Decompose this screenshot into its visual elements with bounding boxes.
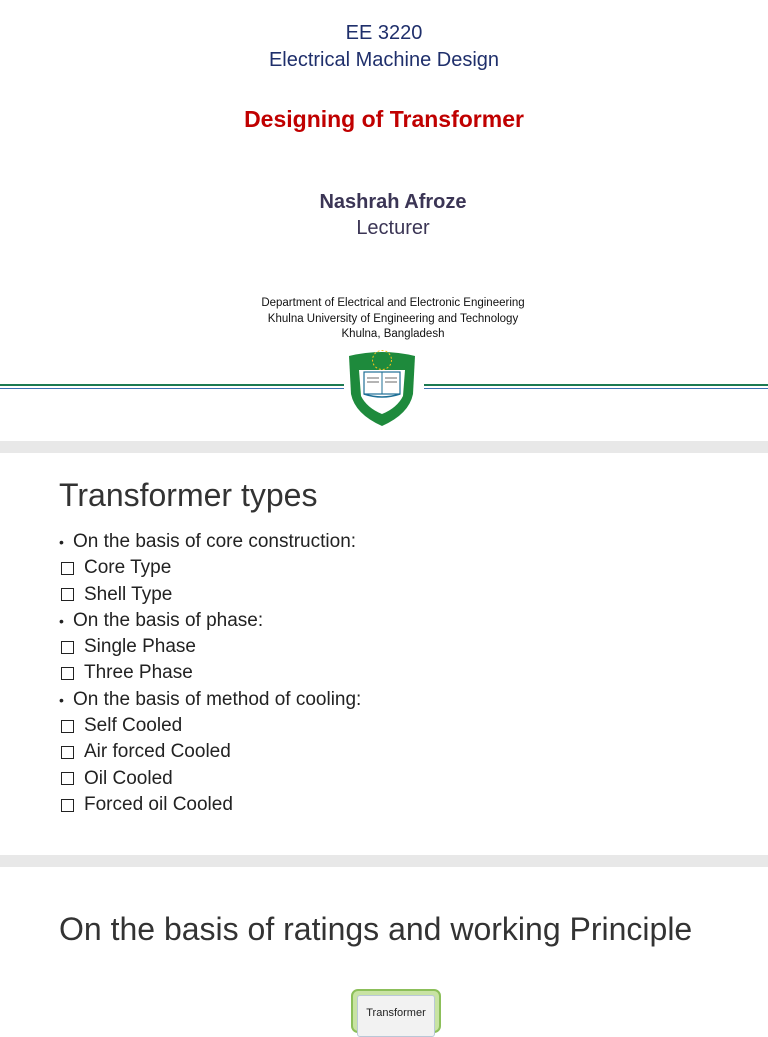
list-item: • On the basis of method of cooling:	[59, 688, 362, 710]
author-role: Lecturer	[356, 217, 430, 239]
book-icon	[364, 372, 400, 397]
course-name: Electrical Machine Design	[268, 49, 500, 71]
checkbox-icon	[61, 588, 74, 601]
ratings-slide	[0, 867, 768, 1024]
slide-title: Transformer types	[59, 477, 318, 513]
list-item: Core Type	[59, 555, 361, 581]
divider-rule-right	[424, 384, 768, 390]
list-item: Self Cooled	[59, 713, 361, 739]
checkbox-icon	[61, 746, 74, 759]
department: Department of Electrical and Electronic Engineering	[261, 297, 525, 309]
list-item: • On the basis of phase:	[59, 609, 264, 631]
list-item: Three Phase	[59, 660, 361, 686]
slide-title: On the basis of ratings and working Principle	[59, 911, 693, 947]
divider-rule-left	[0, 384, 344, 390]
author-name: Nashrah Afroze	[319, 191, 467, 213]
course-code: EE 3220	[345, 22, 423, 44]
diagram-node	[351, 989, 441, 1033]
types-list	[59, 529, 361, 818]
affiliation	[0, 296, 768, 343]
title-slide	[0, 0, 768, 440]
transformer-types-slide	[0, 453, 768, 855]
deck-title: Designing of Transformer	[244, 106, 524, 132]
university: Khulna University of Engineering and Technology	[267, 312, 519, 325]
list-item: Shell Type	[59, 582, 361, 608]
list-item: Single Phase	[59, 634, 361, 660]
slide-gap	[0, 441, 768, 453]
checkbox-icon	[61, 720, 74, 733]
checkbox-icon	[61, 641, 74, 654]
list-item: Oil Cooled	[59, 766, 361, 792]
checkbox-icon	[61, 667, 74, 680]
list-item: Forced oil Cooled	[59, 792, 361, 818]
list-item: • On the basis of core construction:	[59, 531, 357, 552]
checkbox-icon	[61, 562, 74, 575]
university-logo	[341, 346, 423, 428]
node-label: Transformer	[357, 995, 435, 1037]
location: Khulna, Bangladesh	[341, 328, 445, 340]
slide-gap	[0, 855, 768, 867]
checkbox-icon	[61, 772, 74, 785]
list-item: Air forced Cooled	[59, 739, 361, 765]
checkbox-icon	[61, 799, 74, 812]
